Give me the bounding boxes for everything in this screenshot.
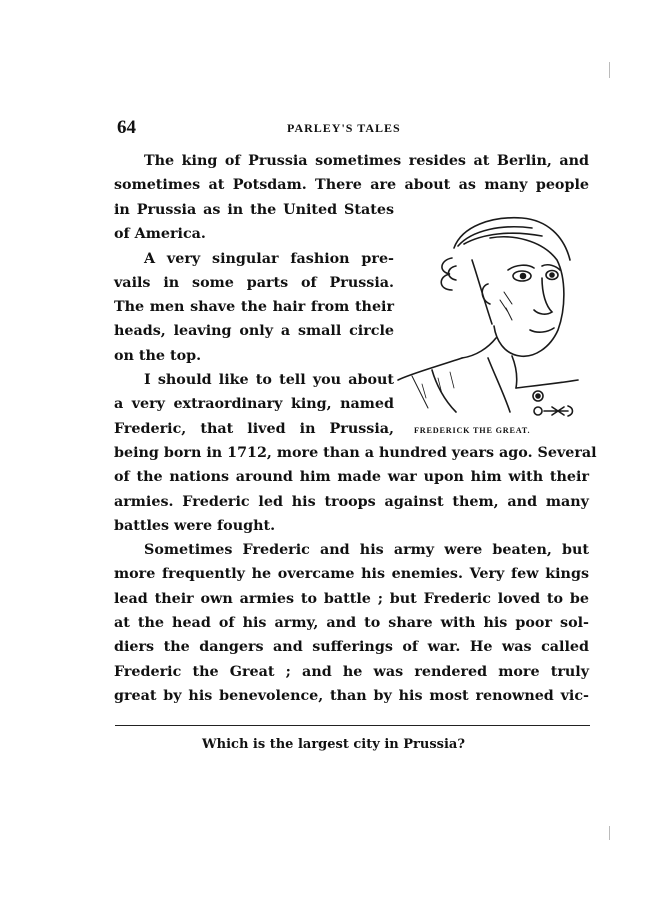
text-line: in Prussia as in the United States — [114, 202, 394, 218]
text-line: Sometimes Frederic and his army were beaten, but — [144, 542, 589, 559]
text-line: The men shave the hair from their — [114, 299, 394, 316]
page-number: 64 — [117, 117, 136, 138]
text-line: more frequently he overcame his enemies. Very few kings — [114, 566, 589, 583]
margin-mark-bottom — [609, 826, 610, 840]
text-line: on the top. — [114, 347, 202, 364]
running-title: PARLEY'S TALES — [287, 121, 401, 135]
paragraph-prussia-intro — [114, 149, 589, 198]
text-line: The king of Prussia sometimes resides at Berlin, and — [144, 153, 589, 169]
text-line: diers the dangers and sufferings of war. He was called — [114, 639, 589, 656]
margin-mark-top — [609, 62, 610, 78]
text-line: Frederic, that lived in Prussia, — [114, 420, 394, 437]
text-line: at the head of his army, and to share with his poor sol- — [114, 615, 589, 632]
wrapped-text-column — [114, 198, 394, 441]
footer-divider — [115, 725, 590, 726]
text-line: A very singular fashion pre- — [144, 250, 394, 267]
text-line: great by his benevolence, than by his most renowned vic- — [114, 687, 589, 704]
text-line: of America. — [114, 226, 206, 243]
figure-caption: FREDERICK THE GREAT. — [414, 426, 531, 435]
paragraph-frederic — [114, 441, 597, 708]
text-line: I should like to tell you about — [144, 372, 394, 389]
footer-question: Which is the largest city in Prussia? — [202, 737, 465, 752]
text-line: being born in 1712, more than a hundred years ago. Several — [114, 445, 597, 461]
text-line: a very extraordinary king, named — [114, 396, 394, 413]
text-line: armies. Frederic led his troops against them, and many — [114, 493, 589, 510]
text-line: Frederic the Great ; and he was rendered more truly — [114, 663, 589, 680]
text-line: sometimes at Potsdam. There are about as many people — [114, 177, 589, 194]
portrait-figure — [392, 208, 582, 438]
text-line: lead their own armies to battle ; but Frederic loved to be — [114, 590, 589, 607]
text-line: battles were fought. — [114, 517, 276, 534]
page-header — [117, 117, 557, 139]
portrait-icon — [392, 208, 582, 423]
text-line: vails in some parts of Prussia. — [114, 274, 394, 291]
text-line: of the nations around him made war upon him with their — [114, 469, 589, 486]
text-line: heads, leaving only a small circle — [114, 323, 394, 340]
